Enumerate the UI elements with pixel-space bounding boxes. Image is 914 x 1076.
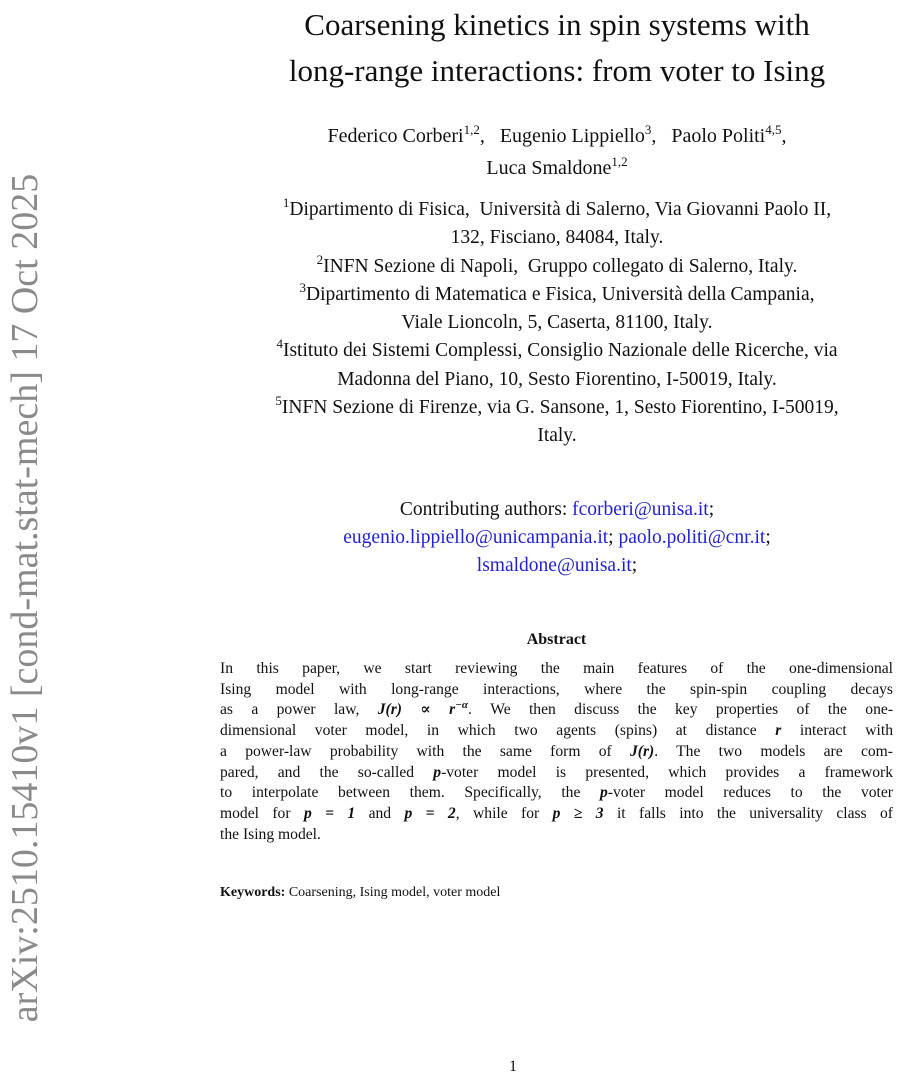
math-expression: p [600,784,608,802]
abstract-body [220,659,893,845]
abstract-text: -voter model is presented, which provides a framework [441,763,893,781]
page-number: 1 [509,1058,517,1075]
affiliations [200,196,914,451]
affiliation-mark: 4 [276,336,283,352]
math-expression: r [775,722,782,740]
affiliation-mark: 2 [316,251,324,267]
paper-title [200,2,914,94]
keywords-label: Keywords: [220,885,286,900]
abstract-text: . We then discuss the key properties of the one- [467,701,894,719]
abstract-text: model for [220,804,304,822]
abstract-line [220,804,893,825]
author-affiliation-mark: 3 [644,122,652,137]
author-affiliation-mark: 4,5 [765,122,782,137]
math-expression: p ≥ 3 [552,804,604,822]
affiliation-mark: 3 [299,279,307,295]
abstract-text: , while for [455,804,553,822]
abstract-text: In this paper, we start reviewing the main features of the one-dimensional [220,660,893,677]
affiliation [200,253,914,281]
affiliation-mark: 5 [275,393,282,409]
math-expression: p = 1 [303,804,356,822]
abstract-line [220,721,893,742]
email-link[interactable]: eugenio.lippiello@unicampania.it [343,527,609,548]
arxiv-stamp: arXiv:2510.15410v1 [cond-mat.stat-mech] 17 Oct 2025 [4,173,46,1023]
separator: , [479,125,495,147]
affiliation [200,281,914,338]
math-expression: p [433,763,442,781]
abstract-line [220,783,893,804]
affiliation-text: Madonna del Piano, 10, Sesto Fiorentino, I-50019, Italy. [337,368,777,390]
author-affiliation-mark: 1,2 [463,122,480,137]
affiliation-mark: 1 [282,195,290,210]
abstract-line [220,742,893,763]
contrib-label: Contributing authors: [399,499,573,520]
keywords [220,885,500,901]
abstract-text: as a power law, [220,701,378,719]
title-line: long-range interactions: from voter to Ising [288,53,826,88]
math-expression: J(r) [630,742,655,760]
abstract-text: the Ising model. [220,825,321,843]
abstract-heading: Abstract [526,631,587,648]
abstract-line [220,763,893,784]
affiliation-text: INFN Sezione di Firenze, via G. Sansone, 1, Sesto Fiorentino, I-50019, [281,397,839,419]
affiliation-text: Italy. [537,425,577,447]
email-link[interactable]: paolo.politi@cnr.it [618,527,766,548]
affiliation [200,196,914,253]
abstract-text: pared, and the so-called [220,763,434,781]
affiliation [200,394,914,451]
affiliation-text: Dipartimento di Fisica, Università di Salerno, Via Giovanni Paolo II, [289,199,832,220]
affiliation-text: Istituto dei Sistemi Complessi, Consiglio Nazionale delle Ricerche, via [282,340,838,362]
abstract-text: to interpolate between them. Specifically, the [220,784,601,802]
affiliation-text: INFN Sezione di Napoli, Gruppo collegato di Salerno, Italy. [323,255,798,277]
math-expression: p = 2 [404,804,456,822]
abstract-line [220,825,893,846]
abstract-text: dimensional voter model, in which two agents (spins) at distance [220,722,776,740]
separator: , [781,125,787,147]
abstract-text: it falls into the universality class of [603,804,894,822]
separator: , [651,125,667,147]
page-number-wrap [0,1058,914,1076]
affiliation-text: 132, Fisciano, 84084, Italy. [450,227,664,249]
author-name: Luca Smaldone [486,157,612,179]
keywords-text: Coarsening, Ising model, voter model [285,885,501,900]
contributing-authors: Contributing authors: fcorberi@unisa.it; eugenio.lippiello@unicampania.it; paolo.politi@cnr.it; lsmaldone@unisa.it; [343,499,771,576]
author-name: Eugenio Lippiello [499,125,645,147]
email-link[interactable]: lsmaldone@unisa.it [476,555,632,576]
abstract-text: -voter model reduces to the voter [607,784,893,802]
abstract-line [220,680,893,701]
affiliation-text: Dipartimento di Matematica e Fisica, Università della Campania, [306,283,815,305]
abstract-text: a power-law probability with the same form of [220,742,630,760]
abstract-text: interact with [781,722,893,740]
author-affiliation-mark: 1,2 [611,154,628,169]
math-expression: J(r) ∝ r [377,701,456,719]
author-name: Paolo Politi [671,125,766,147]
affiliation-text: Viale Lioncoln, 5, Caserta, 81100, Italy. [401,312,713,334]
abstract-text: and [355,804,405,822]
affiliation [200,337,914,394]
abstract-text: Ising model with long-range interactions, where the spin-spin coupling decays [220,680,893,698]
math-expression: −α [455,699,468,712]
author-name: Federico Corberi [327,125,464,147]
abstract-line [220,659,893,680]
email-link[interactable]: fcorberi@unisa.it [572,499,709,520]
abstract-line [220,700,893,721]
author-list [200,120,914,184]
abstract-text: . The two models are com- [654,742,893,760]
title-line: Coarsening kinetics in spin systems with [304,7,810,42]
